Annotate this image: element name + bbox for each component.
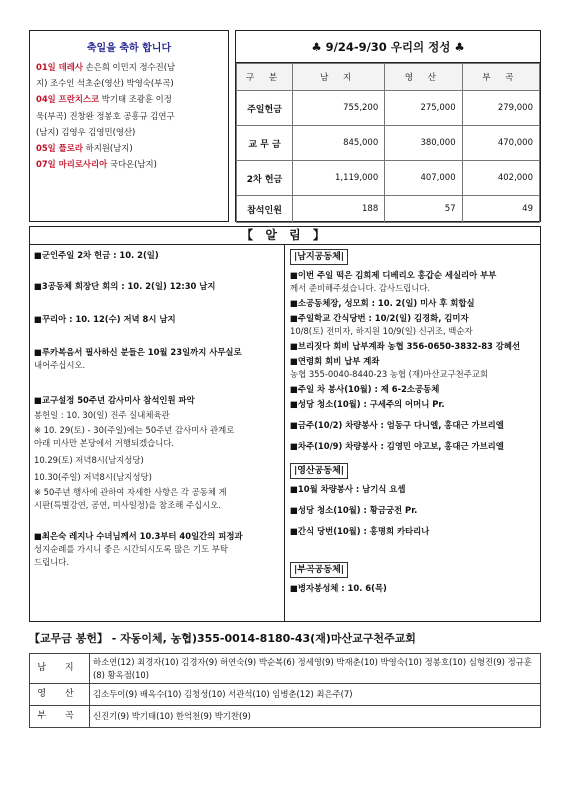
notice-detail: 10.29(토) 저녁8시(남지성당): [34, 455, 144, 465]
offering-amount: 275,000: [385, 91, 462, 126]
feast-names: 하지원(남지): [82, 143, 133, 154]
offering-amount: 407,000: [385, 161, 462, 196]
header-yeongsan: 영 산: [385, 64, 462, 91]
notice-item: ■ 주일 차 봉사(10월) : 제 6-2소공동체: [290, 383, 538, 396]
notice-detail: 께서 준비해주셨습니다. 감사드립니다.: [290, 283, 431, 293]
offering-amount: 1,119,000: [293, 161, 385, 196]
notice-detail: 10/8(토) 전미자, 하지원 10/9(일) 신귀조, 백순자: [290, 326, 473, 336]
feast-line: [36, 124, 222, 140]
roll-names: 하소연(12) 최경자(10) 김경자(9) 허연숙(9) 박순복(6) 정세영(9) 박재춘(10) 박영숙(10) 정봉호(10) 심형진(9) 정규훈(8) 황옥점(10): [90, 654, 541, 684]
community-heading: |영산공동체|: [290, 463, 348, 479]
notice-item: ■ 성당 청소(10월) : 황금궁전 Pr.: [290, 504, 538, 517]
offering-amount: 57: [385, 196, 462, 223]
offering-row: [237, 91, 540, 126]
feast-list: [36, 59, 222, 172]
notice-divider: [284, 245, 285, 621]
offering-amount: 470,000: [462, 126, 539, 161]
feast-names: 손은희 이민지 정수진(남: [82, 62, 176, 72]
community-heading: |남지공동체|: [290, 249, 348, 265]
feast-line: [36, 156, 222, 172]
notice-item: ■ 3공동체 회장단 회의 : 10. 2(일) 12:30 남지: [34, 280, 280, 293]
offering-amount: 49: [462, 196, 539, 223]
header-category: 구 분: [237, 64, 293, 91]
notice-detail: 농협 355-0040-8440-23 농협 (재)마산교구천주교회: [290, 369, 489, 379]
notice-item: ■ 주일학교 간식당번 : 10/2(일) 김경화, 김미자: [290, 312, 538, 325]
notice-item: ■ 이번 주일 떡은 김희제 디베리오 홍갑순 세실리아 부부: [290, 269, 538, 282]
offering-row: [237, 161, 540, 196]
offering-row-label: 주일헌금: [237, 91, 293, 126]
community-section: [290, 249, 538, 265]
notice-detail: 아래 미사만 본당에서 거행되겠습니다.: [34, 438, 175, 448]
notice-item: ■ 10월 차량봉사 : 남기식 요셉: [290, 483, 538, 496]
notice-detail: 내어주십시오.: [34, 360, 86, 370]
offering-row: [237, 126, 540, 161]
notice-item: ■ 군인주일 2차 헌금 : 10. 2(일): [34, 249, 280, 262]
notice-detail: 시판(특별강연, 공연, 미사일정)을 참조해 주십시오.: [34, 500, 221, 510]
roll-parish: 부 곡: [30, 706, 90, 728]
feast-names: (남지) 김영우 김영민(영산): [36, 126, 136, 137]
feast-day-name: 01일 데레사: [36, 62, 83, 72]
community-heading: |부곡공동체|: [290, 562, 348, 578]
bank-transfer-info: 【교무금 봉헌】 - 자동이체, 농협)355-0014-8180-43(재)마산교구천주교회: [29, 632, 416, 645]
notice-box: [29, 226, 541, 622]
feast-names: 욱(부곡) 진창완 정봉호 공흥규 김연구: [36, 110, 175, 121]
offering-row-label: 참석인원: [237, 196, 293, 223]
feast-names: 박기태 조광훈 이정: [99, 94, 172, 105]
header-bugok: 부 곡: [462, 64, 539, 91]
feast-line: [36, 108, 222, 124]
community-section: [290, 562, 538, 578]
notice-item: ■ 성당 청소(10월) : 구세주의 어머니 Pr.: [290, 398, 538, 411]
feast-day-box: [29, 30, 229, 222]
notice-right-column: [290, 249, 538, 595]
feast-day-name: 07일 마리로사리아: [36, 159, 108, 170]
notice-detail: 봉헌일 : 10. 30(일) 진주 실내체육관: [34, 410, 170, 420]
feast-names: 국다온(남지): [107, 159, 157, 170]
offering-header-row: [237, 64, 540, 91]
roll-names: 신진기(9) 박기태(10) 한억천(9) 박기찬(9): [90, 706, 541, 728]
notice-detail: 10.30(주일) 저녁8시(남지성당): [34, 472, 152, 482]
feast-day-name: 05일 플로라: [36, 143, 83, 154]
roll-parish: 남 지: [30, 654, 90, 684]
feast-title: 축일을 축하 합니다: [86, 43, 172, 54]
feast-line: [36, 140, 222, 156]
notice-detail: ※ 50주년 행사에 관하여 자세한 사항은 각 공동체 게: [34, 487, 227, 497]
offering-row: [237, 196, 540, 223]
notice-detail: 드립니다.: [34, 557, 70, 567]
offering-row-label: 교 무 금: [237, 126, 293, 161]
header-namji: 남 지: [293, 64, 385, 91]
notice-left-column: [34, 249, 280, 569]
notice-item: ■ 연령회 회비 납부 계좌: [290, 355, 538, 368]
notice-item: ■ 금주(10/2) 차량봉사 : 엄동구 다니엘, 홍대근 가브리엘: [290, 419, 538, 432]
offering-title: ♣ 9/24-9/30 우리의 정성 ♣: [236, 31, 540, 63]
offering-amount: 845,000: [293, 126, 385, 161]
notice-item: ■ 꾸리아 : 10. 12(수) 저녁 8시 남지: [34, 313, 280, 326]
offering-amount: 279,000: [462, 91, 539, 126]
feast-line: [36, 59, 222, 75]
offering-roll-table: [29, 653, 541, 728]
offering-amount: 755,200: [293, 91, 385, 126]
roll-row: [30, 684, 541, 706]
notice-title: 【 알 림 】: [30, 227, 540, 245]
roll-names: 김소두이(9) 배옥수(10) 김청성(10) 서관석(10) 임병춘(12) 최은주(7): [90, 684, 541, 706]
notice-detail: 성지순례를 가시니 좋은 시간되시도록 많은 기도 부탁: [34, 544, 228, 554]
notice-item: ■ 최은숙 레지나 수녀님께서 10.3부터 40일간의 피정과: [34, 530, 280, 543]
offering-box: [235, 30, 541, 222]
community-section: [290, 463, 538, 479]
offering-row-label: 2차 헌금: [237, 161, 293, 196]
feast-day-name: 04일 프란치스코: [36, 94, 100, 105]
notice-item: ■ 간식 당번(10월) : 홍명희 카타리나: [290, 525, 538, 538]
offering-amount: 188: [293, 196, 385, 223]
offering-amount: 380,000: [385, 126, 462, 161]
notice-detail: ※ 10. 29(토) - 30(주일)에는 50주년 감사미사 관계로: [34, 425, 235, 435]
roll-row: [30, 706, 541, 728]
feast-line: [36, 91, 222, 107]
offering-table: [236, 63, 540, 223]
feast-names: 지) 조수인 석초순(영산) 박영숙(부곡): [36, 78, 174, 89]
notice-item: ■ 병자봉성체 : 10. 6(목): [290, 582, 538, 595]
notice-item: ■ 소공동체장, 성모회 : 10. 2(일) 미사 후 회합실: [290, 297, 538, 310]
offering-amount: 402,000: [462, 161, 539, 196]
roll-parish: 영 산: [30, 684, 90, 706]
notice-item: ■ 루카복음서 필사하신 분들은 10월 23일까지 사무실로: [34, 346, 280, 359]
roll-row: [30, 654, 541, 684]
notice-item: ■ 교구설정 50주년 감사미사 참석인원 파악: [34, 394, 280, 407]
notice-item: ■ 차주(10/9) 차량봉사 : 김영민 야고보, 홍대근 가브리엘: [290, 440, 538, 453]
feast-line: [36, 75, 222, 91]
notice-item: ■ 브리짓다 회비 납부계좌 농협 356-0650-3832-83 강혜선: [290, 340, 538, 353]
